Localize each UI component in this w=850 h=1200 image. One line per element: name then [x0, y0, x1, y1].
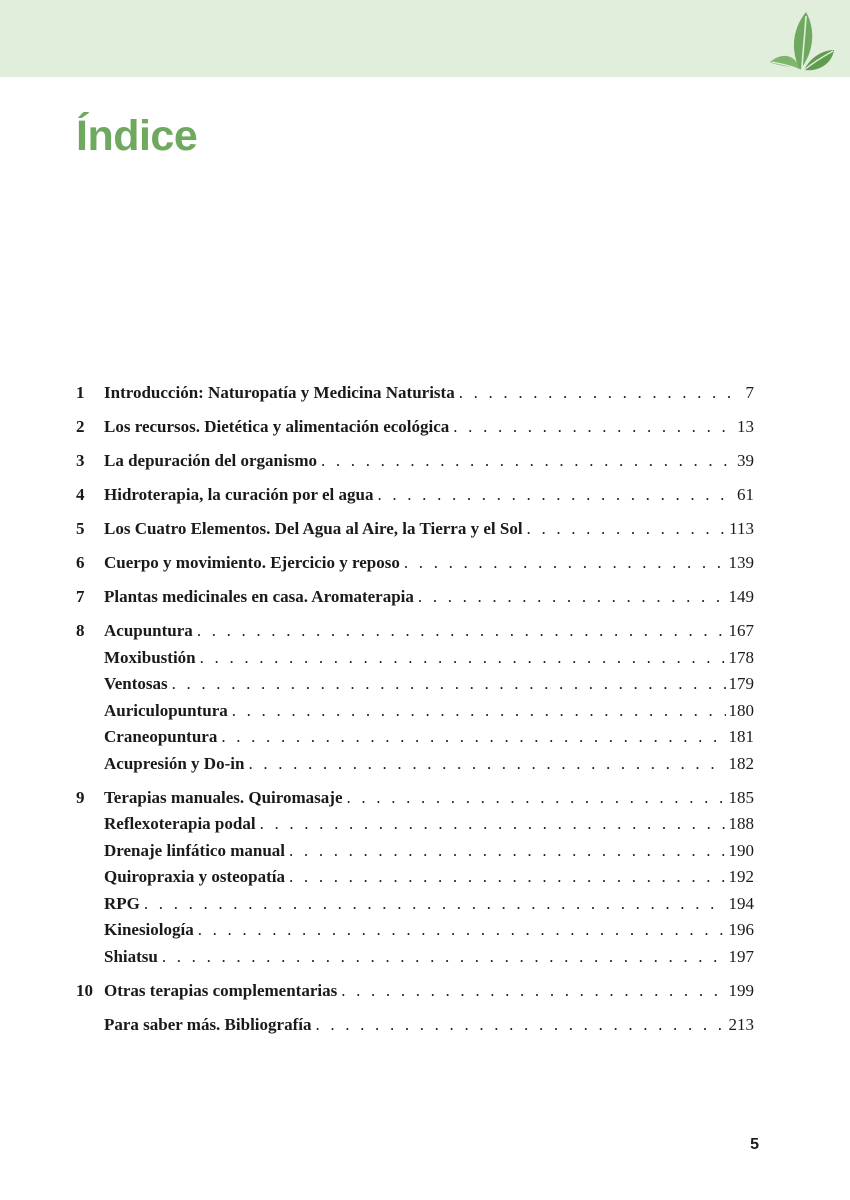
toc-page-number: 199: [728, 980, 754, 1000]
toc-entry-title: Kinesiología: [104, 920, 194, 939]
toc-entry-title: Auriculopuntura: [104, 700, 228, 720]
toc-chapter-number: 1: [76, 383, 85, 402]
toc-entry: [76, 380, 754, 407]
toc-entry-title: La depuración del organismo: [104, 451, 317, 470]
toc-page-number: 181: [728, 727, 754, 746]
toc-entry: [76, 978, 754, 1005]
toc-chapter-number: 9: [76, 787, 85, 807]
toc-entry-title: Terapias manuales. Quiromasaje: [104, 787, 343, 807]
toc-dot-leader: [416, 584, 726, 611]
toc-chapter-number: 4: [76, 485, 85, 504]
toc-dot-leader: [525, 516, 727, 543]
toc-entry-title: Acupresión y Do-in: [104, 753, 245, 773]
toc-entry: [76, 584, 754, 611]
toc-page-number: 39: [737, 451, 754, 470]
toc-chapter-number: 7: [76, 587, 85, 606]
toc-page-number: 213: [728, 1014, 754, 1034]
toc-page-number: 149: [728, 587, 754, 606]
toc-entry: [76, 811, 754, 838]
toc-dot-leader: [287, 838, 725, 865]
toc-chapter-number: 10: [76, 980, 93, 1000]
toc-dot-leader: [375, 482, 734, 509]
toc-entry: [76, 645, 754, 672]
toc-entry: [76, 618, 754, 645]
toc-entry: [76, 785, 754, 812]
toc-dot-leader: [198, 645, 726, 672]
toc-entry-title: Ventosas: [104, 674, 168, 693]
toc-dot-leader: [258, 811, 726, 838]
toc-entry-title: Craneopuntura: [104, 727, 218, 746]
toc-page-number: 197: [728, 946, 754, 966]
toc-entry: [76, 917, 754, 944]
toc-entry-title: Drenaje linfático manual: [104, 840, 286, 860]
toc-entry: [76, 838, 754, 865]
toc-chapter-number: 6: [76, 553, 85, 572]
toc-dot-leader: [195, 618, 726, 645]
toc-dot-leader: [142, 891, 726, 918]
toc-chapter-number: 5: [76, 519, 85, 538]
toc-entry: [76, 482, 754, 509]
toc-dot-leader: [170, 671, 726, 698]
toc-entry-title: RPG: [104, 893, 140, 913]
toc-page-number: 185: [728, 787, 754, 807]
toc-chapter-number: 2: [76, 417, 85, 436]
toc-entry: [76, 414, 754, 441]
toc-dot-leader: [345, 785, 726, 812]
toc-entry-title: Otras terapias complementarias: [104, 980, 338, 1000]
toc-dot-leader: [457, 380, 743, 407]
toc-page-number: 188: [728, 814, 754, 833]
toc-entry: [76, 751, 754, 778]
toc-dot-leader: [230, 698, 726, 725]
toc-entry: [76, 1012, 754, 1039]
toc-chapter-number: 8: [76, 621, 85, 640]
toc-entry: [76, 891, 754, 918]
toc-entry: [76, 724, 754, 751]
toc-dot-leader: [287, 864, 725, 891]
toc-dot-leader: [160, 944, 726, 971]
toc-page-number: 192: [728, 867, 754, 886]
toc-dot-leader: [339, 978, 725, 1005]
toc-entry-title: Cuerpo y movimiento. Ejercicio y reposo: [104, 553, 400, 572]
toc-entry-title: Acupuntura: [104, 621, 193, 640]
page-title: Índice: [76, 112, 198, 160]
toc-entry-title: Quiropraxia y osteopatía: [104, 867, 286, 886]
toc-entry-title: Para saber más. Bibliografía: [104, 1014, 312, 1034]
toc-entry: [76, 698, 754, 725]
toc-page-number: 113: [729, 519, 754, 538]
toc-entry: [76, 864, 754, 891]
toc-entry-title: Shiatsu: [104, 946, 158, 966]
header-band: [0, 0, 850, 77]
toc-page-number: 194: [728, 893, 754, 913]
toc-entry-title: Reflexoterapia podal: [104, 814, 256, 833]
toc-entry-title: Los Cuatro Elementos. Del Agua al Aire, la Tierra y el Sol: [104, 519, 523, 538]
toc-dot-leader: [219, 724, 725, 751]
table-of-contents: [76, 380, 754, 1038]
toc-page-number: 179: [728, 674, 754, 693]
toc-page-number: 180: [728, 700, 754, 720]
page-number: 5: [750, 1136, 759, 1153]
toc-entry: [76, 550, 754, 577]
toc-entry-title: Los recursos. Dietética y alimentación ecológica: [104, 417, 450, 436]
toc-dot-leader: [246, 751, 725, 778]
toc-dot-leader: [451, 414, 734, 441]
toc-page-number: 167: [728, 621, 754, 640]
toc-entry: [76, 516, 754, 543]
toc-dot-leader: [319, 448, 734, 475]
toc-entry-title: Plantas medicinales en casa. Aromaterapia: [104, 587, 414, 606]
toc-entry-title: Introducción: Naturopatía y Medicina Naturista: [104, 383, 455, 402]
toc-entry-title: Hidroterapia, la curación por el agua: [104, 485, 374, 504]
toc-dot-leader: [196, 917, 726, 944]
toc-page-number: 7: [745, 383, 754, 402]
toc-page-number: 61: [737, 485, 754, 504]
toc-page-number: 196: [728, 920, 754, 939]
toc-entry: [76, 944, 754, 971]
toc-entry: [76, 671, 754, 698]
toc-page-number: 182: [728, 753, 754, 773]
toc-page-number: 190: [728, 840, 754, 860]
toc-entry-title: Moxibustión: [104, 647, 196, 667]
toc-dot-leader: [402, 550, 726, 577]
toc-dot-leader: [313, 1012, 725, 1039]
toc-page-number: 13: [737, 417, 754, 436]
toc-chapter-number: 3: [76, 451, 85, 470]
toc-page-number: 178: [728, 647, 754, 667]
leaf-sprout-icon: [770, 10, 836, 72]
toc-entry: [76, 448, 754, 475]
toc-page-number: 139: [728, 553, 754, 572]
